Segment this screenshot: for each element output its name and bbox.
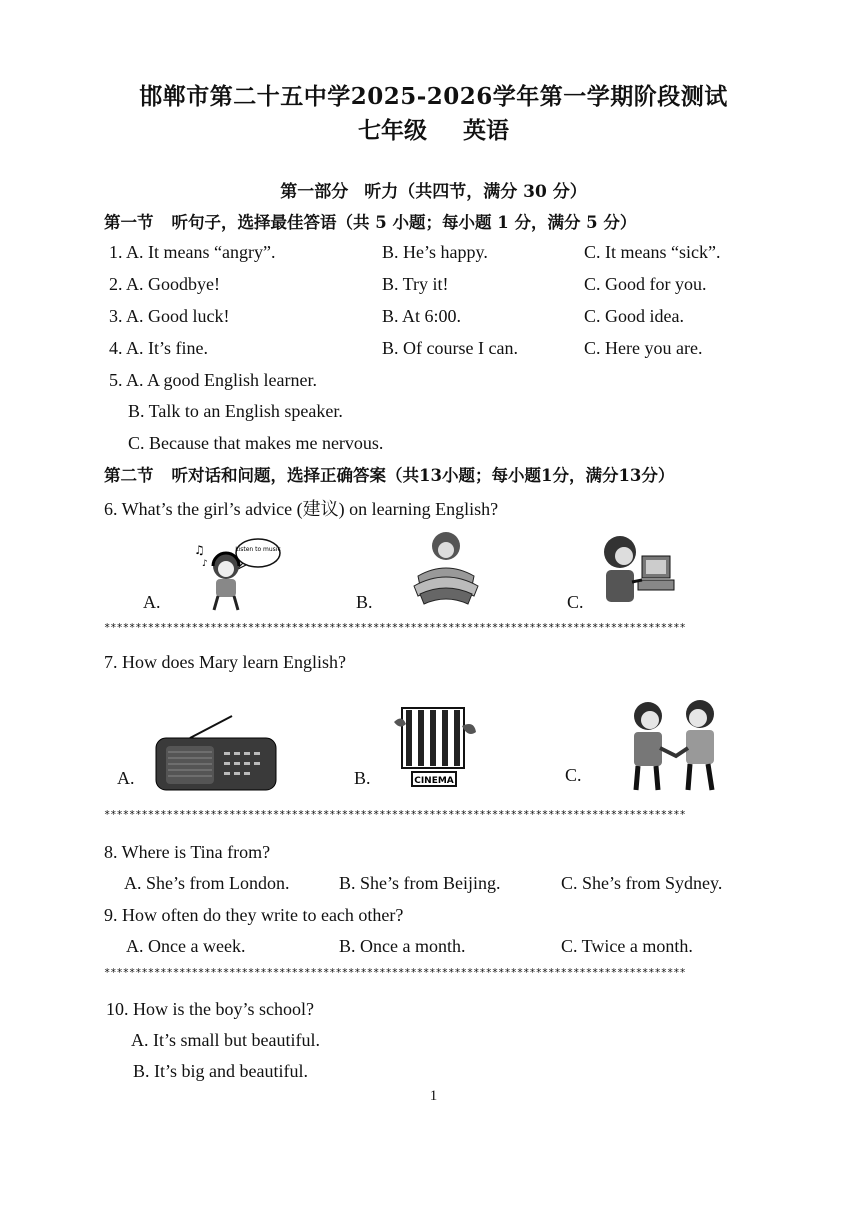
listening-music-girl-icon xyxy=(188,536,283,614)
radio-icon xyxy=(150,712,282,794)
page-number: 1 xyxy=(429,1088,438,1104)
q7-text: 7. How does Mary learn English? xyxy=(104,652,346,672)
q9-option-b: B. Once a month. xyxy=(339,936,466,956)
q8-text: 8. Where is Tina from? xyxy=(104,842,271,862)
option-c: C. Good for you. xyxy=(584,274,707,294)
q9-text: 9. How often do they write to each other? xyxy=(104,905,404,925)
option-a: 3. A. Good luck! xyxy=(109,306,230,326)
section2-instruction: 听对话和问题，选择正确答案（共13小题；每小题1分，满分13分） xyxy=(171,466,675,485)
option-a: 4. A. It’s fine. xyxy=(109,338,208,358)
option-a: 2. A. Goodbye! xyxy=(109,274,220,294)
separator-3: ********************************************************************************************* xyxy=(104,967,686,979)
q6-picture-b xyxy=(410,524,482,606)
option-b: B. At 6:00. xyxy=(382,306,462,326)
q8-option-b: B. She’s from Beijing. xyxy=(339,873,501,893)
option-b: B. He’s happy. xyxy=(382,242,488,262)
question-row-3 xyxy=(0,306,867,332)
q8-option-a: A. She’s from London. xyxy=(124,873,290,893)
question-row-2 xyxy=(0,274,867,300)
q7-label-c: C. xyxy=(565,765,582,785)
option-a: 1. A. It means “angry”. xyxy=(109,242,276,262)
section2-label: 第二节 xyxy=(104,466,154,485)
q6-picture-a xyxy=(188,536,283,614)
q5-option-b: B. Talk to an English speaker. xyxy=(128,401,343,421)
two-people-talking-icon xyxy=(620,696,730,794)
q6-text: 6. What’s the girl’s advice (建议) on learning English? xyxy=(104,499,499,519)
grade-label: 七年级 xyxy=(358,117,427,144)
q7-picture-a xyxy=(150,712,282,794)
section1-label: 第一节 xyxy=(104,213,154,232)
q9-option-c: C. Twice a month. xyxy=(561,936,693,956)
q7-picture-c xyxy=(620,696,730,794)
question-row-4 xyxy=(0,338,867,364)
q7-picture-b xyxy=(390,700,478,792)
q10-text: 10. How is the boy’s school? xyxy=(106,999,314,1019)
part-name: 听力（共四节，满分 30 分） xyxy=(364,182,587,202)
part-label: 第一部分 xyxy=(280,182,349,202)
q8-option-c: C. She’s from Sydney. xyxy=(561,873,723,893)
q7-label-a: A. xyxy=(117,768,135,788)
option-c: C. It means “sick”. xyxy=(584,242,721,262)
cinema-icon xyxy=(390,700,478,792)
question-row-1 xyxy=(0,242,867,268)
option-b: B. Try it! xyxy=(382,274,449,294)
using-computer-boy-icon xyxy=(598,530,678,612)
q6-label-b: B. xyxy=(356,592,373,612)
section1-heading xyxy=(104,209,636,233)
option-c: C. Here you are. xyxy=(584,338,703,358)
separator-2: ********************************************************************************************* xyxy=(104,809,686,821)
section2-heading xyxy=(104,462,674,486)
exam-subtitle xyxy=(0,112,867,145)
cinema-sign-text: CINEMA xyxy=(414,776,454,786)
svg-text:♫: ♫ xyxy=(194,543,205,557)
q6-picture-c xyxy=(598,530,678,612)
separator-1: ********************************************************************************************* xyxy=(104,622,686,634)
q6-label-c: C. xyxy=(567,592,584,612)
q7-label-b: B. xyxy=(354,768,371,788)
q6-label-a: A. xyxy=(143,592,161,612)
q9-option-a: A. Once a week. xyxy=(126,936,246,956)
exam-title: 邯郸市第二十五中学2025-2026学年第一学期阶段测试 xyxy=(139,83,728,110)
svg-text:♪: ♪ xyxy=(202,559,208,569)
section1-instruction: 听句子，选择最佳答语（共 5 小题；每小题 1 分，满分 5 分） xyxy=(171,213,637,232)
q10-option-a: A. It’s small but beautiful. xyxy=(131,1030,320,1050)
q5-option-c: C. Because that makes me nervous. xyxy=(128,433,384,453)
option-c: C. Good idea. xyxy=(584,306,684,326)
q10-option-b: B. It’s big and beautiful. xyxy=(133,1061,308,1081)
bubble-text: Listen to music xyxy=(235,546,281,553)
subject-label: 英语 xyxy=(463,117,509,144)
q5-option-a: 5. A. A good English learner. xyxy=(109,370,317,390)
option-b: B. Of course I can. xyxy=(382,338,518,358)
part-heading xyxy=(0,177,867,202)
reading-books-boy-icon xyxy=(410,524,482,606)
